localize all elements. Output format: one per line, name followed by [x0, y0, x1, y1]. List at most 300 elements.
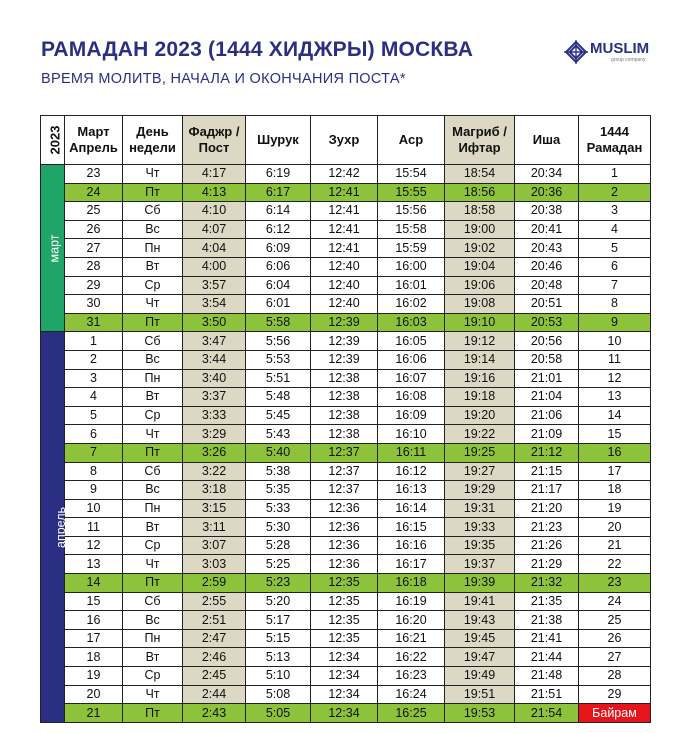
asr-cell: 16:23	[378, 667, 445, 686]
shuruk-cell: 5:45	[246, 406, 311, 425]
shuruk-cell: 5:56	[246, 332, 311, 351]
table-row	[41, 611, 651, 630]
zuhr-cell: 12:39	[311, 332, 378, 351]
ramadan-day-cell: 16	[579, 443, 651, 462]
weekday-cell: Ср	[123, 406, 183, 425]
isha-cell: 21:04	[515, 388, 579, 407]
maghrib-cell: 19:31	[445, 499, 515, 518]
fajr-cell: 3:03	[183, 555, 246, 574]
march-label: март	[47, 234, 62, 263]
date-cell: 14	[65, 574, 123, 593]
zuhr-cell: 12:41	[311, 202, 378, 221]
ramadan-day-cell: 28	[579, 667, 651, 686]
isha-cell: 21:48	[515, 667, 579, 686]
fajr-cell: 3:44	[183, 350, 246, 369]
maghrib-cell: 19:18	[445, 388, 515, 407]
fajr-cell: 3:26	[183, 443, 246, 462]
weekday-cell: Пт	[123, 704, 183, 723]
maghrib-cell: 18:54	[445, 165, 515, 184]
date-cell: 8	[65, 462, 123, 481]
april-label: апрель	[54, 506, 69, 548]
fajr-cell: 2:51	[183, 611, 246, 630]
asr-cell: 16:06	[378, 350, 445, 369]
col-header-date: Март Апрель	[65, 116, 123, 165]
fajr-cell: 3:40	[183, 369, 246, 388]
ramadan-day-cell: 23	[579, 574, 651, 593]
table-row	[41, 555, 651, 574]
weekday-cell: Сб	[123, 202, 183, 221]
table-row	[41, 388, 651, 407]
table-row	[41, 536, 651, 555]
asr-cell: 15:59	[378, 239, 445, 258]
zuhr-cell: 12:36	[311, 555, 378, 574]
isha-cell: 21:41	[515, 629, 579, 648]
isha-cell: 21:17	[515, 481, 579, 500]
fajr-cell: 3:18	[183, 481, 246, 500]
weekday-cell: Пн	[123, 629, 183, 648]
table-row	[41, 276, 651, 295]
fajr-cell: 3:54	[183, 295, 246, 314]
asr-cell: 16:07	[378, 369, 445, 388]
table-row	[41, 350, 651, 369]
weekday-cell: Вт	[123, 518, 183, 537]
maghrib-cell: 19:12	[445, 332, 515, 351]
date-cell: 28	[65, 257, 123, 276]
isha-cell: 21:15	[515, 462, 579, 481]
zuhr-cell: 12:40	[311, 276, 378, 295]
isha-cell: 20:58	[515, 350, 579, 369]
asr-cell: 16:24	[378, 685, 445, 704]
isha-cell: 20:41	[515, 220, 579, 239]
fajr-cell: 3:33	[183, 406, 246, 425]
shuruk-cell: 6:17	[246, 183, 311, 202]
ramadan-day-cell: 24	[579, 592, 651, 611]
zuhr-cell: 12:38	[311, 425, 378, 444]
asr-cell: 15:54	[378, 165, 445, 184]
weekday-cell: Пн	[123, 499, 183, 518]
zuhr-cell: 12:34	[311, 704, 378, 723]
date-cell: 30	[65, 295, 123, 314]
weekday-cell: Чт	[123, 555, 183, 574]
isha-cell: 21:44	[515, 648, 579, 667]
asr-cell: 16:20	[378, 611, 445, 630]
shuruk-cell: 5:38	[246, 462, 311, 481]
march-band	[41, 165, 65, 332]
table-row	[41, 257, 651, 276]
table-row	[41, 165, 651, 184]
date-cell: 11	[65, 518, 123, 537]
table-row	[41, 220, 651, 239]
isha-cell: 20:46	[515, 257, 579, 276]
asr-cell: 16:09	[378, 406, 445, 425]
maghrib-cell: 19:35	[445, 536, 515, 555]
fajr-cell: 3:37	[183, 388, 246, 407]
ramadan-day-cell: 7	[579, 276, 651, 295]
weekday-cell: Пн	[123, 239, 183, 258]
table-row	[41, 462, 651, 481]
date-cell: 29	[65, 276, 123, 295]
date-cell: 21	[65, 704, 123, 723]
isha-cell: 21:01	[515, 369, 579, 388]
shuruk-cell: 5:48	[246, 388, 311, 407]
maghrib-cell: 19:39	[445, 574, 515, 593]
table-row	[41, 313, 651, 332]
header-row	[41, 116, 651, 165]
ramadan-day-cell: 22	[579, 555, 651, 574]
ramadan-day-cell: 15	[579, 425, 651, 444]
asr-cell: 16:16	[378, 536, 445, 555]
ramadan-day-cell: 17	[579, 462, 651, 481]
date-cell: 31	[65, 313, 123, 332]
ramadan-day-cell: 19	[579, 499, 651, 518]
fajr-cell: 2:45	[183, 667, 246, 686]
maghrib-cell: 19:06	[445, 276, 515, 295]
fajr-cell: 4:07	[183, 220, 246, 239]
fajr-cell: 3:50	[183, 313, 246, 332]
table-row	[41, 332, 651, 351]
maghrib-cell: 19:10	[445, 313, 515, 332]
ramadan-day-cell: 20	[579, 518, 651, 537]
shuruk-cell: 5:13	[246, 648, 311, 667]
table-row	[41, 369, 651, 388]
date-cell: 16	[65, 611, 123, 630]
maghrib-cell: 19:29	[445, 481, 515, 500]
table-row	[41, 574, 651, 593]
table-row	[41, 704, 651, 723]
shuruk-cell: 6:14	[246, 202, 311, 221]
table-row	[41, 518, 651, 537]
asr-cell: 16:19	[378, 592, 445, 611]
table-row	[41, 202, 651, 221]
col-header-fajr: Фаджр / Пост	[183, 116, 246, 165]
isha-cell: 21:35	[515, 592, 579, 611]
fajr-cell: 3:29	[183, 425, 246, 444]
shuruk-cell: 5:28	[246, 536, 311, 555]
shuruk-cell: 6:19	[246, 165, 311, 184]
fajr-cell: 3:11	[183, 518, 246, 537]
ramadan-day-cell: 27	[579, 648, 651, 667]
isha-cell: 21:38	[515, 611, 579, 630]
fajr-cell: 2:43	[183, 704, 246, 723]
table-row	[41, 443, 651, 462]
weekday-cell: Сб	[123, 592, 183, 611]
muslim-logo-icon	[563, 39, 589, 65]
isha-cell: 20:34	[515, 165, 579, 184]
date-cell: 4	[65, 388, 123, 407]
ramadan-day-cell: 26	[579, 629, 651, 648]
table-row	[41, 667, 651, 686]
date-cell: 2	[65, 350, 123, 369]
asr-cell: 16:00	[378, 257, 445, 276]
fajr-cell: 3:57	[183, 276, 246, 295]
date-cell: 19	[65, 667, 123, 686]
zuhr-cell: 12:40	[311, 257, 378, 276]
shuruk-cell: 6:09	[246, 239, 311, 258]
zuhr-cell: 12:38	[311, 406, 378, 425]
date-cell: 27	[65, 239, 123, 258]
zuhr-cell: 12:34	[311, 648, 378, 667]
fajr-cell: 4:13	[183, 183, 246, 202]
weekday-cell: Вс	[123, 611, 183, 630]
asr-cell: 16:22	[378, 648, 445, 667]
weekday-cell: Вт	[123, 648, 183, 667]
fajr-cell: 3:47	[183, 332, 246, 351]
weekday-cell: Пт	[123, 313, 183, 332]
table-row	[41, 183, 651, 202]
isha-cell: 21:06	[515, 406, 579, 425]
maghrib-cell: 19:25	[445, 443, 515, 462]
isha-cell: 20:56	[515, 332, 579, 351]
col-header-zuhr: Зухр	[311, 116, 378, 165]
asr-cell: 16:03	[378, 313, 445, 332]
isha-cell: 21:26	[515, 536, 579, 555]
asr-cell: 16:01	[378, 276, 445, 295]
col-header-maghrib: Магриб / Ифтар	[445, 116, 515, 165]
shuruk-cell: 6:01	[246, 295, 311, 314]
isha-cell: 20:38	[515, 202, 579, 221]
zuhr-cell: 12:38	[311, 369, 378, 388]
ramadan-day-cell: 11	[579, 350, 651, 369]
asr-cell: 15:55	[378, 183, 445, 202]
zuhr-cell: 12:38	[311, 388, 378, 407]
ramadan-day-cell: 25	[579, 611, 651, 630]
weekday-cell: Чт	[123, 165, 183, 184]
weekday-cell: Чт	[123, 685, 183, 704]
date-cell: 17	[65, 629, 123, 648]
ramadan-day-cell: 12	[579, 369, 651, 388]
zuhr-cell: 12:41	[311, 183, 378, 202]
date-cell: 24	[65, 183, 123, 202]
zuhr-cell: 12:41	[311, 239, 378, 258]
isha-cell: 21:23	[515, 518, 579, 537]
isha-cell: 21:09	[515, 425, 579, 444]
asr-cell: 15:56	[378, 202, 445, 221]
logo-tagline: group company	[611, 57, 646, 63]
maghrib-cell: 19:27	[445, 462, 515, 481]
year-band	[41, 116, 65, 165]
isha-cell: 21:54	[515, 704, 579, 723]
zuhr-cell: 12:41	[311, 220, 378, 239]
prayer-schedule-table	[40, 115, 651, 723]
weekday-cell: Сб	[123, 462, 183, 481]
table-row	[41, 629, 651, 648]
april-band	[41, 332, 69, 722]
maghrib-cell: 19:20	[445, 406, 515, 425]
shuruk-cell: 5:15	[246, 629, 311, 648]
shuruk-cell: 5:30	[246, 518, 311, 537]
maghrib-cell: 19:08	[445, 295, 515, 314]
ramadan-day-cell: 1	[579, 165, 651, 184]
date-cell: 1	[65, 332, 123, 351]
zuhr-cell: 12:35	[311, 629, 378, 648]
zuhr-cell: 12:36	[311, 499, 378, 518]
zuhr-cell: 12:36	[311, 518, 378, 537]
ramadan-day-cell: 8	[579, 295, 651, 314]
isha-cell: 21:29	[515, 555, 579, 574]
isha-cell: 20:51	[515, 295, 579, 314]
date-cell: 7	[65, 443, 123, 462]
col-header-asr: Аср	[378, 116, 445, 165]
zuhr-cell: 12:37	[311, 443, 378, 462]
ramadan-day-cell: 18	[579, 481, 651, 500]
zuhr-cell: 12:42	[311, 165, 378, 184]
isha-cell: 20:53	[515, 313, 579, 332]
weekday-cell: Вс	[123, 220, 183, 239]
maghrib-cell: 19:49	[445, 667, 515, 686]
maghrib-cell: 19:22	[445, 425, 515, 444]
col-header-ramadan: 1444 Рамадан	[579, 116, 651, 165]
asr-cell: 16:25	[378, 704, 445, 723]
maghrib-cell: 19:53	[445, 704, 515, 723]
zuhr-cell: 12:35	[311, 574, 378, 593]
zuhr-cell: 12:37	[311, 462, 378, 481]
ramadan-day-cell: 13	[579, 388, 651, 407]
maghrib-cell: 19:45	[445, 629, 515, 648]
shuruk-cell: 5:35	[246, 481, 311, 500]
shuruk-cell: 6:06	[246, 257, 311, 276]
asr-cell: 16:08	[378, 388, 445, 407]
ramadan-day-cell: 10	[579, 332, 651, 351]
table-row	[41, 406, 651, 425]
ramadan-day-cell: 2	[579, 183, 651, 202]
asr-cell: 16:02	[378, 295, 445, 314]
shuruk-cell: 5:51	[246, 369, 311, 388]
weekday-cell: Чт	[123, 425, 183, 444]
asr-cell: 16:10	[378, 425, 445, 444]
asr-cell: 16:15	[378, 518, 445, 537]
weekday-cell: Вт	[123, 257, 183, 276]
page-subtitle: ВРЕМЯ МОЛИТВ, НАЧАЛА И ОКОНЧАНИЯ ПОСТА*	[41, 71, 406, 87]
fajr-cell: 4:00	[183, 257, 246, 276]
date-cell: 10	[65, 499, 123, 518]
maghrib-cell: 19:43	[445, 611, 515, 630]
ramadan-day-cell: 21	[579, 536, 651, 555]
date-cell: 9	[65, 481, 123, 500]
date-cell: 26	[65, 220, 123, 239]
shuruk-cell: 5:17	[246, 611, 311, 630]
asr-cell: 16:13	[378, 481, 445, 500]
col-header-shuruk: Шурук	[246, 116, 311, 165]
fajr-cell: 2:46	[183, 648, 246, 667]
asr-cell: 16:11	[378, 443, 445, 462]
shuruk-cell: 5:53	[246, 350, 311, 369]
maghrib-cell: 19:51	[445, 685, 515, 704]
fajr-cell: 2:47	[183, 629, 246, 648]
date-cell: 5	[65, 406, 123, 425]
isha-cell: 21:32	[515, 574, 579, 593]
zuhr-cell: 12:36	[311, 536, 378, 555]
date-cell: 13	[65, 555, 123, 574]
ramadan-day-cell: 14	[579, 406, 651, 425]
asr-cell: 16:18	[378, 574, 445, 593]
shuruk-cell: 5:05	[246, 704, 311, 723]
page-title: РАМАДАН 2023 (1444 ХИДЖРЫ) МОСКВА	[41, 38, 474, 61]
table-row	[41, 648, 651, 667]
weekday-cell: Пн	[123, 369, 183, 388]
maghrib-cell: 19:37	[445, 555, 515, 574]
ramadan-day-cell: 29	[579, 685, 651, 704]
shuruk-cell: 5:10	[246, 667, 311, 686]
table-row	[41, 425, 651, 444]
date-cell: 25	[65, 202, 123, 221]
asr-cell: 16:17	[378, 555, 445, 574]
isha-cell: 21:20	[515, 499, 579, 518]
fajr-cell: 3:15	[183, 499, 246, 518]
weekday-cell: Пт	[123, 183, 183, 202]
table-row	[41, 499, 651, 518]
maghrib-cell: 19:33	[445, 518, 515, 537]
maghrib-cell: 19:04	[445, 257, 515, 276]
weekday-cell: Вс	[123, 350, 183, 369]
maghrib-cell: 19:00	[445, 220, 515, 239]
zuhr-cell: 12:34	[311, 667, 378, 686]
ramadan-day-cell: 5	[579, 239, 651, 258]
ramadan-day-cell: 9	[579, 313, 651, 332]
maghrib-cell: 19:16	[445, 369, 515, 388]
year-label: 2023	[47, 125, 63, 155]
maghrib-cell: 19:47	[445, 648, 515, 667]
asr-cell: 16:14	[378, 499, 445, 518]
fajr-cell: 4:17	[183, 165, 246, 184]
table-row	[41, 295, 651, 314]
isha-cell: 20:43	[515, 239, 579, 258]
col-header-weekday: День недели	[123, 116, 183, 165]
maghrib-cell: 18:58	[445, 202, 515, 221]
fajr-cell: 3:07	[183, 536, 246, 555]
zuhr-cell: 12:40	[311, 295, 378, 314]
date-cell: 15	[65, 592, 123, 611]
maghrib-cell: 18:56	[445, 183, 515, 202]
maghrib-cell: 19:02	[445, 239, 515, 258]
weekday-cell: Вс	[123, 481, 183, 500]
weekday-cell: Сб	[123, 332, 183, 351]
asr-cell: 16:12	[378, 462, 445, 481]
date-cell: 12	[65, 536, 123, 555]
isha-cell: 21:51	[515, 685, 579, 704]
weekday-cell: Вт	[123, 388, 183, 407]
fajr-cell: 2:55	[183, 592, 246, 611]
table-row	[41, 481, 651, 500]
asr-cell: 16:05	[378, 332, 445, 351]
shuruk-cell: 5:08	[246, 685, 311, 704]
col-header-isha: Иша	[515, 116, 579, 165]
weekday-cell: Чт	[123, 295, 183, 314]
zuhr-cell: 12:34	[311, 685, 378, 704]
table-row	[41, 685, 651, 704]
asr-cell: 15:58	[378, 220, 445, 239]
zuhr-cell: 12:37	[311, 481, 378, 500]
date-cell: 18	[65, 648, 123, 667]
zuhr-cell: 12:35	[311, 592, 378, 611]
weekday-cell: Пт	[123, 443, 183, 462]
weekday-cell: Ср	[123, 667, 183, 686]
maghrib-cell: 19:41	[445, 592, 515, 611]
maghrib-cell: 19:14	[445, 350, 515, 369]
shuruk-cell: 5:25	[246, 555, 311, 574]
fajr-cell: 4:10	[183, 202, 246, 221]
fajr-cell: 2:44	[183, 685, 246, 704]
fajr-cell: 3:22	[183, 462, 246, 481]
isha-cell: 20:48	[515, 276, 579, 295]
table-row	[41, 239, 651, 258]
ramadan-day-cell: Байрам	[579, 704, 651, 723]
asr-cell: 16:21	[378, 629, 445, 648]
zuhr-cell: 12:39	[311, 350, 378, 369]
shuruk-cell: 5:40	[246, 443, 311, 462]
date-cell: 23	[65, 165, 123, 184]
zuhr-cell: 12:35	[311, 611, 378, 630]
shuruk-cell: 6:12	[246, 220, 311, 239]
